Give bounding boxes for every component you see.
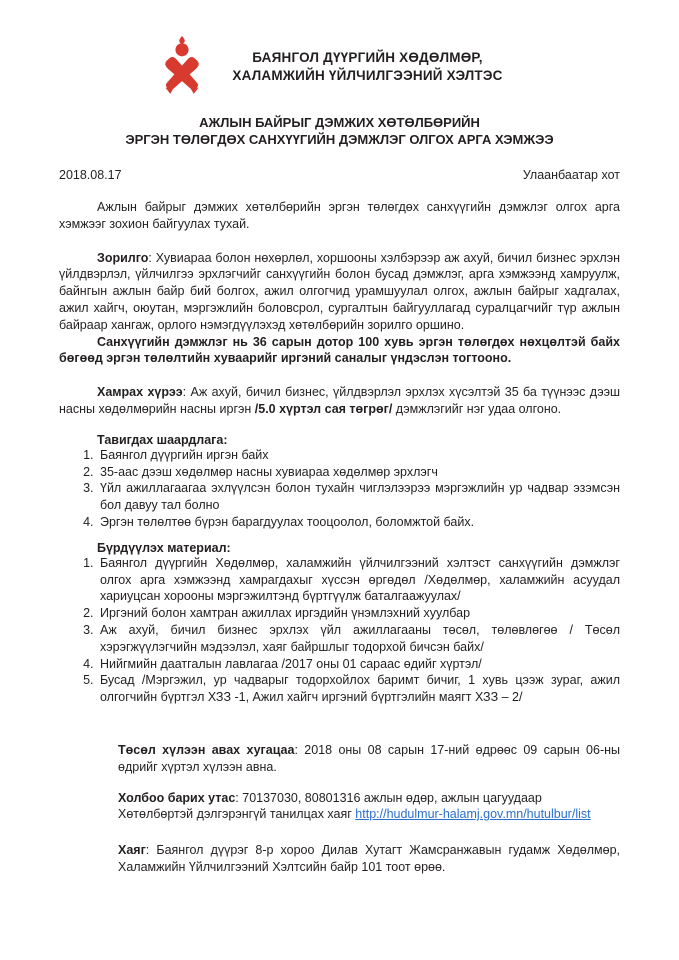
materials-item: 1. Баянгол дүүргийн Хөдөлмөр, халамжийн үйлчилгээний хэлтэст санхүүгийн дэмжлэг олгох арга хэмжээнд хамрагдахыг хүссэн өргөдөл /Хөдөлмөр, халамжийн асуудал хариуцсан хорооны мэргэжилтэнд бүртгүүлж баталгаажуулах/ [97,555,620,605]
org-header [29,36,620,98]
contact-block [118,790,620,824]
purpose-text: : Хувиараа болон нөхөрлөл, хоршооны хэлбэрээр аж ахуй, бичил бизнес эрхлэн үйлдвэрлэл, үйлчилгээ эрхлэгчийг санхүүгийн болон бусад дэмжлэг, арга хэмжээнд хамруулж, байнгын ажлын байр бий болгох, ажил олгогчид урамшуулал олгох, ажлын байрыг хадгалах, ажил хайгч, оюутан, мэргэжлийн боловсрол, сургалтын байгууллагад суралцагчийг түр ажлын байраар хангаж, орлого нэмэгдүүлэхэд хөтөлбөрийн зорилго оршино. [59,250,620,332]
contact-label: Холбоо барих утас [118,790,236,805]
document-title [59,115,620,148]
document-city: Улаанбаатар хот [522,168,620,182]
requirements-heading: Тавигдах шаардлага: [97,432,228,447]
org-name [232,49,502,85]
contact-phone-line [118,790,620,807]
materials-item: 5. Бусад /Мэргэжил, ур чадварыг тодорхойлох баримт бичиг, 1 хувь цээж зураг, ажил олгогчийн бүртгэл ХЗЗ -1, Ажил хайгч иргэний бүртгэлийн маягт ХЗЗ – 2/ [97,672,620,706]
requirements-item: 4. Эргэн төлөлтөө бүрэн барагдуулах тооцоолол, боломжтой байх. [97,514,620,531]
materials-item: 3. Аж ахуй, бичил бизнес эрхлэх үйл ажиллагааны төсөл, төлөвлөгөө / Төсөл хэрэгжүүлэгчийн мэдээлэл, хаяг байршлыг тодорхой бичсэн байх/ [97,622,620,656]
deadline-label: Төсөл хүлээн авах хугацаа [118,742,295,757]
finance-note-paragraph: Санхүүгийн дэмжлэг нь 36 сарын дотор 100 хувь эргэн төлөгдөх нөхцөлтэй байх бөгөөд эргэн төлөлтийн хуваарийг иргэний саналыг үндэслэн тогтооно. [59,334,620,366]
org-name-line1: БАЯНГОЛ ДҮҮРГИЙН ХӨДӨЛМӨР, [252,50,483,65]
materials-list [79,555,620,706]
requirements-item: 1. Баянгол дүүргийн иргэн байх [97,447,620,464]
document-date: 2018.08.17 [59,168,122,182]
document-title-line2: ЭРГЭН ТӨЛӨГДӨХ САНХҮҮГИЙН ДЭМЖЛЭГ ОЛГОХ АРГА ХЭМЖЭЭ [125,131,554,147]
materials-item: 2. Иргэний болон хамтран ажиллах иргэдийн үнэмлэхний хуулбар [97,605,620,622]
address-text: : Баянгол дүүрэг 8-р хороо Дилав Хутагт Жамсранжавын гудамж Хөдөлмөр, Халамжийн Үйлчилгээний Хэлтсийн байр 101 тоот өрөө. [118,843,620,874]
address-paragraph [118,842,620,876]
labor-welfare-emblem-icon [146,36,218,98]
scope-text-before: : Аж ахуй, бичил бизнес, үйлдвэрлэл эрхлэх хүсэлтэй 35 ба түүнээс дээш насны хөдөлмөрийн насны иргэн [59,385,620,416]
intro-paragraph: Ажлын байрыг дэмжих хөтөлбөрийн эргэн төлөгдөх санхүүгийн дэмжлэг олгох арга хэмжээг зохион байгуулах тухай. [59,200,620,231]
contact-phones: : 70137030, 80801316 ажлын өдөр, ажлын цагуудаар [235,790,542,805]
scope-label: Хамрах хүрээ [97,385,183,400]
document-title-line1: АЖЛЫН БАЙРЫГ ДЭМЖИХ ХӨТӨЛБӨРИЙН [199,115,480,130]
purpose-label: Зорилго [97,250,149,265]
scope-text-after: дэмжлэгийг нэг удаа олгоно. [392,401,562,416]
scope-amount: /5.0 хүртэл сая төгрөг/ [254,401,393,416]
requirements-item: 3. Үйл ажиллагаагаа эхлүүлсэн болон тухайн чиглэлээрээ мэргэжлийн ур чадвар эзэмсэн бол давуу тал болно [97,480,620,514]
deadline-paragraph [118,742,620,776]
deadline-text: : 2018 оны 08 сарын 17-ний өдрөөс 09 сарын 06-ны өдрийг хүртэл хүлээн авна. [118,742,620,774]
program-info-link[interactable]: http://hudulmur-halamj.gov.mn/hutulbur/list [355,807,591,822]
org-name-line2: ХАЛАМЖИЙН ҮЙЛЧИЛГЭЭНИЙ ХЭЛТЭС [232,68,503,83]
requirements-item: 2. 35-аас дээш хөдөлмөр насны хувиараа хөдөлмөр эрхлэгч [97,464,620,481]
purpose-paragraph [59,250,620,334]
contact-link-prefix: Хөтөлбөртэй дэлгэрэнгүй танилцах хаяг [118,807,356,822]
address-label: Хаяг [118,843,146,858]
date-row [59,168,620,182]
contact-link-line [118,806,620,823]
scope-paragraph [59,384,620,418]
materials-item: 4. Нийгмийн даатгалын лавлагаа /2017 оны 01 сараас өдийг хүртэл/ [97,656,620,673]
materials-heading: Бүрдүүлэх материал: [97,540,231,555]
requirements-list [79,447,620,531]
